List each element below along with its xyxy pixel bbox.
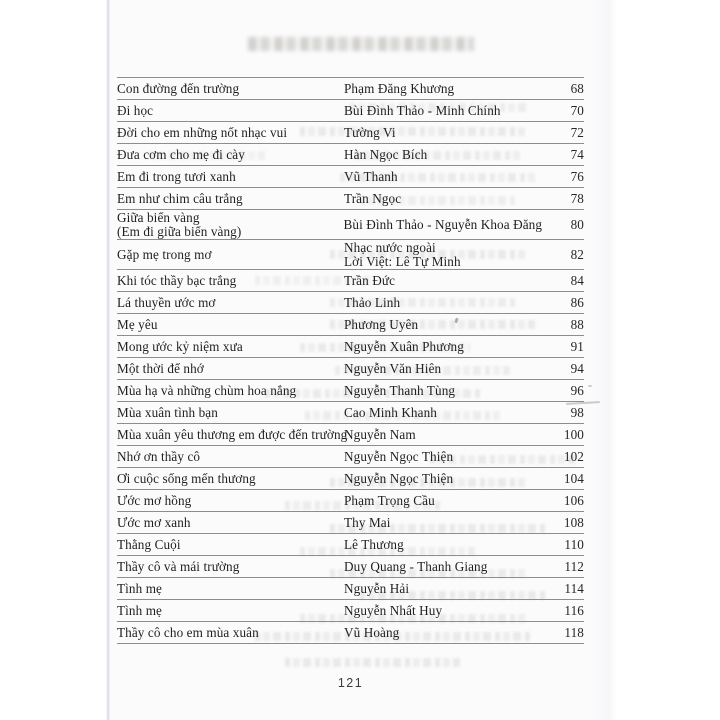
song-author-cell — [344, 170, 542, 184]
song-page-number: 116 — [564, 602, 584, 618]
toc-row — [117, 100, 584, 122]
song-author-cell — [344, 192, 542, 206]
song-title-line2: (Em đi giữa biển vàng) — [117, 223, 242, 239]
song-page-number: 114 — [564, 580, 584, 596]
song-title: Đời cho em những nốt nhạc vui — [117, 124, 288, 140]
toc-row — [117, 122, 584, 144]
song-title-cell — [117, 582, 344, 596]
song-title-cell — [117, 340, 344, 354]
song-title: Tình mẹ — [117, 580, 163, 596]
song-page-number: 106 — [563, 492, 584, 508]
song-title-cell — [117, 472, 344, 486]
bleed-through-artifact — [285, 658, 460, 667]
song-title-cell — [117, 318, 344, 332]
song-page-number: 74 — [570, 146, 584, 162]
song-author-cell — [344, 472, 542, 486]
song-title: Đi học — [117, 102, 154, 118]
song-author: Nguyễn Nam — [344, 426, 416, 442]
song-title-cell — [117, 148, 344, 162]
song-title-cell — [117, 406, 344, 420]
toc-table — [117, 77, 584, 644]
song-title-cell — [117, 516, 344, 530]
toc-row — [117, 490, 584, 512]
toc-row — [117, 358, 584, 380]
song-title-cell — [117, 82, 344, 96]
song-author: Vũ Thanh — [344, 168, 398, 184]
song-title-cell — [117, 104, 344, 118]
song-author-cell — [344, 560, 542, 574]
song-title-cell — [117, 384, 344, 398]
song-title: Giữa biển vàng — [117, 210, 200, 225]
song-author-cell — [344, 494, 542, 508]
song-title-cell — [117, 274, 344, 288]
song-title: Một thời để nhớ — [117, 360, 204, 376]
song-title: Ước mơ xanh — [117, 514, 191, 530]
song-author-cell — [344, 626, 542, 640]
song-author: Trần Đức — [344, 272, 396, 288]
song-title: Con đường đến trường — [117, 80, 240, 96]
song-title-cell — [117, 626, 344, 640]
song-title: Em đi trong tươi xanh — [117, 168, 236, 184]
page-left-edge-shadow — [106, 0, 110, 720]
song-author-cell — [344, 538, 542, 552]
song-author: Tường Vi — [344, 124, 396, 140]
song-author: Phạm Trọng Cầu — [344, 492, 435, 508]
song-page-number: 72 — [570, 124, 584, 140]
song-author: Trần Ngọc — [344, 190, 402, 206]
song-author: Vũ Hoàng — [344, 624, 400, 640]
song-author-cell — [344, 362, 542, 376]
song-title-cell — [117, 211, 344, 238]
toc-row — [117, 240, 584, 270]
song-page-number: 104 — [563, 470, 584, 486]
song-author-cell — [344, 516, 542, 530]
song-author: Thảo Linh — [344, 294, 401, 310]
song-page-number: 68 — [570, 80, 584, 96]
song-author: Nguyễn Văn Hiên — [344, 360, 442, 376]
song-page-number: 100 — [563, 426, 584, 442]
song-page-number: 88 — [570, 316, 584, 332]
song-title-cell — [117, 426, 348, 442]
song-author-cell — [344, 148, 542, 162]
song-page-number: 112 — [564, 558, 584, 574]
song-author: Nhạc nước ngoài — [344, 240, 436, 255]
song-title-cell — [117, 170, 344, 184]
song-author-cell — [344, 340, 542, 354]
song-author: Lê Thương — [344, 536, 404, 552]
song-author-cell — [344, 296, 542, 310]
song-title-cell — [117, 248, 344, 262]
song-page-number: 102 — [563, 448, 584, 464]
song-title: Lá thuyền ước mơ — [117, 294, 216, 310]
song-author: Bùi Đình Thảo - Minh Chính — [344, 102, 501, 118]
toc-row — [117, 402, 584, 424]
song-page-number: 94 — [570, 360, 584, 376]
song-title: Em như chim câu trắng — [117, 190, 243, 206]
song-title-cell — [117, 362, 344, 376]
song-page-number: 98 — [570, 404, 584, 420]
song-author-cell — [344, 274, 542, 288]
song-page-number: 96 — [570, 382, 584, 398]
song-author-cell — [344, 450, 542, 464]
song-title: Mùa hạ và những chùm hoa nắng — [117, 382, 297, 398]
song-page-number: 108 — [563, 514, 584, 530]
bleed-through-artifact — [248, 37, 474, 51]
song-title: Thầy cô cho em mùa xuân — [117, 624, 259, 640]
song-title: Mong ước kỷ niệm xưa — [117, 338, 243, 354]
song-author-cell — [344, 384, 542, 398]
song-author: Nguyễn Ngọc Thiện — [344, 448, 454, 464]
toc-row — [117, 446, 584, 468]
song-title: Thầy cô và mái trường — [117, 558, 240, 574]
toc-row — [117, 166, 584, 188]
song-title: Thằng Cuội — [117, 536, 181, 552]
song-page-number: 76 — [570, 168, 584, 184]
song-title-cell — [117, 126, 344, 140]
song-title: Ơi cuộc sống mến thương — [117, 470, 256, 486]
song-author-cell — [344, 218, 543, 232]
song-title: Khi tóc thầy bạc trắng — [117, 272, 237, 288]
song-title: Mùa xuân yêu thương em được đến trường — [117, 426, 348, 442]
song-title: Mùa xuân tình bạn — [117, 404, 218, 420]
song-title: Đưa cơm cho mẹ đi cày — [117, 146, 245, 162]
song-title: Tình mẹ — [117, 602, 163, 618]
song-author-cell — [344, 104, 542, 118]
song-author: Phương Uyên — [344, 316, 419, 332]
song-title-cell — [117, 192, 344, 206]
toc-row — [117, 380, 584, 402]
song-author: Duy Quang - Thanh Giang — [344, 558, 488, 574]
toc-row — [117, 622, 584, 644]
toc-row — [117, 534, 584, 556]
song-page-number: 80 — [570, 216, 584, 232]
song-author: Nguyễn Hải — [344, 580, 410, 596]
song-page-number: 118 — [564, 624, 584, 640]
toc-row — [117, 78, 584, 100]
song-author: Nguyễn Thanh Tùng — [344, 382, 456, 398]
song-author-cell — [344, 428, 542, 442]
song-author: Bùi Đình Thảo - Nguyễn Khoa Đăng — [343, 216, 543, 232]
toc-row — [117, 578, 584, 600]
song-page-number: 86 — [570, 294, 584, 310]
song-page-number: 91 — [570, 338, 584, 354]
song-title-cell — [117, 604, 344, 618]
song-title: Mẹ yêu — [117, 316, 158, 332]
toc-row — [117, 188, 584, 210]
song-title: Nhớ ơn thầy cô — [117, 448, 201, 464]
song-title: Ước mơ hồng — [117, 492, 192, 508]
song-title-cell — [117, 560, 344, 574]
song-author-cell — [344, 318, 542, 332]
song-page-number: 70 — [570, 102, 584, 118]
page-right-edge-shadow — [592, 0, 616, 720]
song-author-cell — [344, 604, 542, 618]
song-title-cell — [117, 450, 344, 464]
song-page-number: 110 — [564, 536, 584, 552]
song-title: Gặp mẹ trong mơ — [117, 246, 212, 262]
toc-row — [117, 210, 584, 240]
song-author-cell — [344, 126, 542, 140]
song-author: Thy Mai — [344, 514, 391, 530]
song-author-cell — [344, 582, 542, 596]
song-author: Nguyễn Nhất Huy — [344, 602, 443, 618]
song-page-number: 84 — [570, 272, 584, 288]
song-page-number: 78 — [570, 190, 584, 206]
toc-row — [117, 424, 584, 446]
song-author: Phạm Đăng Khương — [344, 80, 455, 96]
song-author: Nguyễn Xuân Phương — [344, 338, 464, 354]
song-author-cell — [344, 82, 542, 96]
toc-row — [117, 292, 584, 314]
toc-row — [117, 556, 584, 578]
song-title-cell — [117, 494, 344, 508]
song-page-number: 82 — [570, 246, 584, 262]
song-author: Nguyễn Ngọc Thiện — [344, 470, 454, 486]
song-author-cell — [344, 406, 542, 420]
song-author: Hàn Ngọc Bích — [344, 146, 428, 162]
toc-row — [117, 468, 584, 490]
toc-row — [117, 336, 584, 358]
song-author-line2: Lời Việt: Lê Tự Minh — [344, 253, 461, 269]
toc-row — [117, 314, 584, 336]
page-number: 121 — [337, 676, 364, 690]
scan-speck-artifact — [588, 385, 592, 387]
toc-row — [117, 270, 584, 292]
toc-row — [117, 144, 584, 166]
song-title-cell — [117, 296, 344, 310]
song-title-cell — [117, 538, 344, 552]
song-author: Cao Minh Khanh — [344, 404, 437, 420]
toc-row — [117, 600, 584, 622]
song-author-cell — [344, 241, 542, 268]
toc-row — [117, 512, 584, 534]
